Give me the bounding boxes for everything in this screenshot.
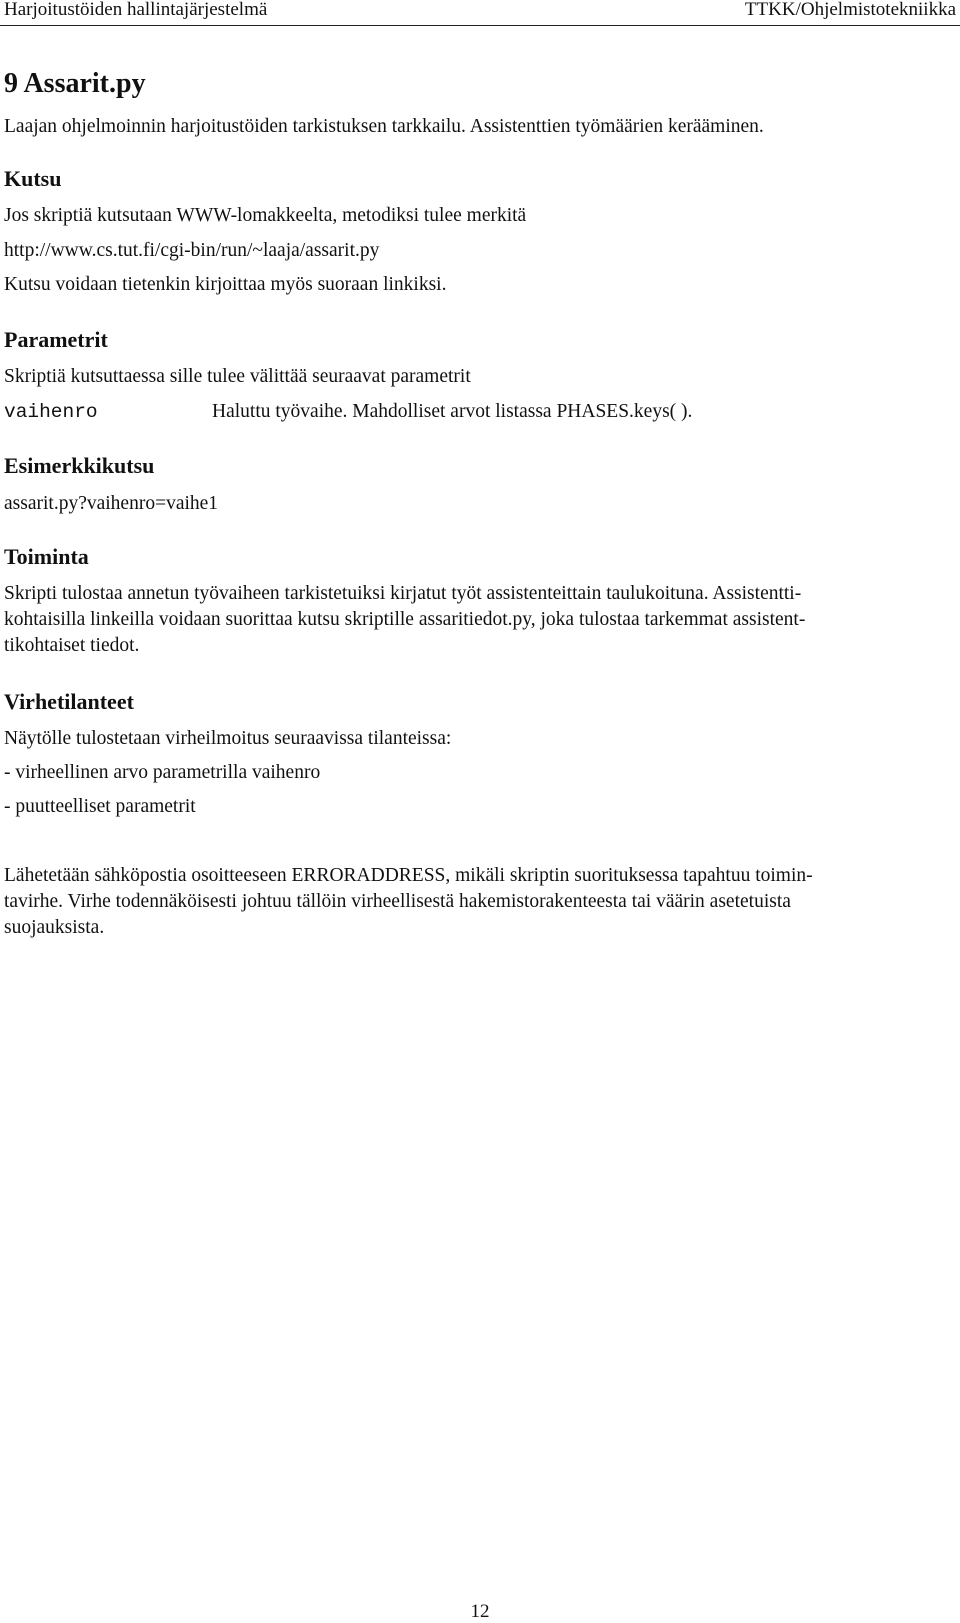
header-organization: TTKK/Ohjelmistotekniikka xyxy=(744,0,956,20)
virhetilanteet-heading: Virhetilanteet xyxy=(4,689,134,714)
page-number: 12 xyxy=(470,1601,490,1622)
toiminta-heading: Toiminta xyxy=(4,544,89,569)
running-header xyxy=(4,0,956,23)
parameter-description: Haluttu työvaihe. Mahdolliset arvot listassa PHASES.keys( ). xyxy=(212,401,693,422)
kutsu-heading: Kutsu xyxy=(4,166,62,191)
parametrit-heading: Parametrit xyxy=(4,327,108,352)
header-document-title: Harjoitustöiden hallintajärjestelmä xyxy=(4,0,268,20)
kutsu-text-2: Kutsu voidaan tietenkin kirjoittaa myös suoraan linkiksi. xyxy=(4,274,447,295)
section-title: 9 Assarit.py xyxy=(4,68,146,99)
error-note-line-1: Lähetetään sähköpostia osoitteeseen ERRORADDRESS, mikäli skriptin suorituksessa tapahtuu toimin- xyxy=(4,865,813,886)
error-list-item: - virheellinen arvo parametrilla vaihenro xyxy=(4,762,321,783)
esimerkkikutsu-heading: Esimerkkikutsu xyxy=(4,453,155,478)
kutsu-text-1: Jos skriptiä kutsutaan WWW-lomakkeelta, metodiksi tulee merkitä xyxy=(4,205,527,226)
virhetilanteet-intro: Näytölle tulostetaan virheilmoitus seuraavissa tilanteissa: xyxy=(4,728,452,749)
error-list-item: - puutteelliset parametrit xyxy=(4,796,196,817)
parameter-row xyxy=(4,399,956,425)
toiminta-line-2: kohtaisilla linkeilla voidaan suorittaa kutsu skriptille assaritiedot.py, joka tulostaa tarkemmat assistent- xyxy=(4,609,806,630)
toiminta-line-1: Skripti tulostaa annetun työvaiheen tarkistetuiksi kirjatut työt assistenteittain taulukoituna. Assistentti- xyxy=(4,583,802,604)
parametrit-intro: Skriptiä kutsuttaessa sille tulee välittää seuraavat parametrit xyxy=(4,366,471,387)
toiminta-line-3: tikohtaiset tiedot. xyxy=(4,635,140,656)
parameter-name: vaihenro xyxy=(4,401,98,423)
section-intro: Laajan ohjelmoinnin harjoitustöiden tarkistuksen tarkkailu. Assistenttien työmäärien kerääminen. xyxy=(4,116,764,137)
kutsu-url: http://www.cs.tut.fi/cgi-bin/run/~laaja/assarit.py xyxy=(4,240,380,261)
error-note-line-2: tavirhe. Virhe todennäköisesti johtuu tällöin virheellisestä hakemistorakenteesta tai väärin asetetuista xyxy=(4,891,791,912)
error-note-line-3: suojauksista. xyxy=(4,917,105,938)
header-divider xyxy=(0,25,960,26)
example-call: assarit.py?vaihenro=vaihe1 xyxy=(4,493,219,514)
